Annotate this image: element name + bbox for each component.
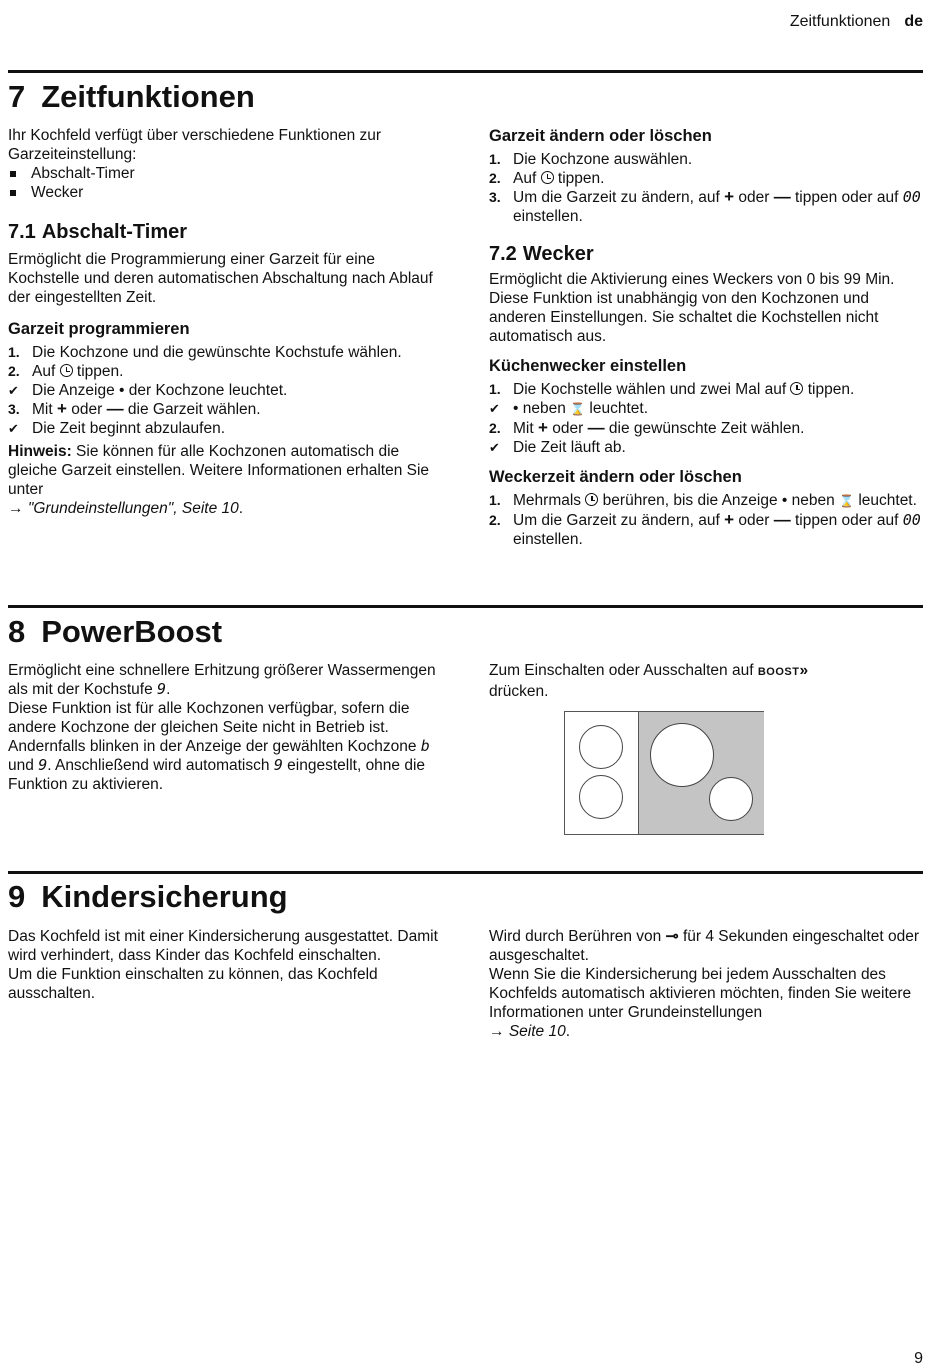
timer-icon xyxy=(60,364,73,377)
k-check-2: ✔ Die Zeit läuft ab. xyxy=(489,439,626,456)
hint-reference-link[interactable]: "Grundeinstellungen", Seite 10 xyxy=(27,500,239,517)
minus-icon: — xyxy=(773,187,791,206)
change-step-1: 1. Die Kochzone auswählen. xyxy=(489,151,693,168)
change-step-3: 3. Um die Garzeit zu ändern, auf + oder — tippen oder auf 00 einstellen. xyxy=(489,187,921,225)
plus-icon: + xyxy=(537,418,548,437)
section-number: 8 xyxy=(8,614,26,649)
header-lang: de xyxy=(904,13,923,30)
hourglass-icon: ⌛ xyxy=(570,402,586,416)
plus-icon: + xyxy=(56,399,67,418)
section-8-right-column xyxy=(489,661,924,701)
timer-icon xyxy=(541,171,554,184)
page-number: 9 xyxy=(914,1350,923,1367)
boost-instruction: Zum Einschalten oder Ausschalten auf BOOST» drücken. xyxy=(489,662,809,700)
arrow-icon: → xyxy=(489,1023,505,1040)
zero-display-icon: 00 xyxy=(902,188,921,206)
plus-icon: + xyxy=(724,187,735,206)
section-7-right-column xyxy=(489,126,924,549)
check-icon: ✔ xyxy=(489,440,500,455)
step-1: 1. Die Kochzone und die gewünschte Kochstufe wählen. xyxy=(8,344,402,361)
section-title: Kindersicherung xyxy=(41,879,288,914)
program-heading: Garzeit programmieren xyxy=(8,320,190,338)
alarm-description: Ermöglicht die Aktivierung eines Weckers von 0 bis 99 Min. Diese Funktion ist unabhängig von den Kochzonen und anderen Einstellungen. Sie schaltet die Kochstellen nicht automatisch aus. xyxy=(489,271,895,345)
list-item: Abschalt-Timer xyxy=(8,164,448,183)
boost-text-2: Diese Funktion ist für alle Kochzonen verfügbar, sofern die andere Kochzone der gleichen Seite nicht in Betrieb ist. xyxy=(8,700,410,736)
b-display-icon: b xyxy=(420,737,430,755)
check-2: ✔ Die Zeit beginnt abzulaufen. xyxy=(8,420,226,437)
k-check-1: ✔ • neben ⌛ leuchtet. xyxy=(489,400,649,417)
subsection-7-1-heading xyxy=(8,220,448,244)
timer-icon xyxy=(585,493,598,506)
lock-text-4: Wenn Sie die Kindersicherung bei jedem Ausschalten des Kochfelds automatisch aktivieren möchten, finden Sie weitere Informationen unter Grundeinstellungen → Seite 10. xyxy=(489,966,912,1040)
section-9-left-column xyxy=(8,927,448,1003)
cooktop-diagram xyxy=(564,711,764,835)
section-8-heading xyxy=(8,614,222,650)
level-nine-icon: 9 xyxy=(273,756,283,774)
kitchen-timer-heading: Küchenwecker einstellen xyxy=(489,357,687,375)
section-rule xyxy=(8,70,923,73)
subsection-title: Abschalt-Timer xyxy=(41,221,188,243)
subsection-number: 7.2 xyxy=(489,243,517,265)
boost-button-icon[interactable]: BOOST xyxy=(757,666,800,678)
alarm-change-heading: Weckerzeit ändern oder löschen xyxy=(489,468,742,486)
function-list xyxy=(8,164,448,202)
section-9-heading xyxy=(8,879,288,915)
lock-text-3: Wird durch Berühren von ⊸ für 4 Sekunden eingeschaltet oder ausgeschaltet. xyxy=(489,928,920,964)
section-number: 9 xyxy=(8,879,26,914)
settings-reference-link[interactable]: Seite 10 xyxy=(508,1023,566,1040)
subsection-number: 7.1 xyxy=(8,221,36,243)
zero-display-icon: 00 xyxy=(902,511,921,529)
check-icon: ✔ xyxy=(489,401,500,416)
boost-text-3: Andernfalls blinken in der Anzeige der gewählten Kochzone b und 9. Anschließend wird automatisch 9 eingestellt, ohne die Funktion zu aktivieren. xyxy=(8,737,430,793)
subsection-7-2-heading xyxy=(489,242,924,266)
section-rule xyxy=(8,871,923,874)
arrow-icon: → xyxy=(8,500,24,517)
timer-icon xyxy=(790,382,803,395)
key-icon: ⊸ xyxy=(665,928,679,945)
hourglass-icon: ⌛ xyxy=(839,494,855,508)
check-icon: ✔ xyxy=(8,383,19,398)
level-nine-icon: 9 xyxy=(38,756,48,774)
step-2: 2. Auf tippen. xyxy=(8,363,124,380)
w-step-1: 1. Mehrmals berühren, bis die Anzeige • neben ⌛ leuchtet. xyxy=(489,492,917,509)
section-title: Zeitfunktionen xyxy=(41,79,255,114)
burner-right-small xyxy=(709,777,753,821)
burner-right-large xyxy=(650,723,714,787)
change-heading: Garzeit ändern oder löschen xyxy=(489,127,712,145)
minus-icon: — xyxy=(106,399,124,418)
section-9-right-column xyxy=(489,927,924,1041)
change-step-2: 2. Auf tippen. xyxy=(489,170,605,187)
running-header xyxy=(790,12,923,31)
k-step-2: 2. Mit + oder — die gewünschte Zeit wählen. xyxy=(489,418,805,437)
plus-icon: + xyxy=(724,510,735,529)
step-3: 3. Mit + oder — die Garzeit wählen. xyxy=(8,399,261,418)
check-1: ✔ Die Anzeige • der Kochzone leuchtet. xyxy=(8,382,288,399)
minus-icon: — xyxy=(587,418,605,437)
boost-text-1: Ermöglicht eine schnellere Erhitzung größerer Wassermengen als mit der Kochstufe 9. xyxy=(8,662,436,698)
level-nine-icon: 9 xyxy=(157,680,167,698)
list-item: Wecker xyxy=(8,183,448,202)
timer-description: Ermöglicht die Programmierung einer Garzeit für eine Kochstelle und deren automatischen Abschaltung nach Ablauf der eingestellten Zeit. xyxy=(8,251,433,306)
section-rule xyxy=(8,605,923,608)
lock-text-1: Das Kochfeld ist mit einer Kindersicherung ausgestattet. Damit wird verhindert, dass Kinder das Kochfeld einschalten. xyxy=(8,928,438,964)
header-section: Zeitfunktionen xyxy=(789,13,891,30)
section-number: 7 xyxy=(8,79,26,114)
lock-text-2: Um die Funktion einschalten zu können, das Kochfeld ausschalten. xyxy=(8,966,378,1002)
minus-icon: — xyxy=(773,510,791,529)
intro-text: Ihr Kochfeld verfügt über verschiedene Funktionen zur Garzeiteinstellung: xyxy=(8,127,382,163)
w-step-2: 2. Um die Garzeit zu ändern, auf + oder — tippen oder auf 00 einstellen. xyxy=(489,510,921,548)
section-7-left-column xyxy=(8,126,448,518)
k-step-1: 1. Die Kochstelle wählen und zwei Mal auf tippen. xyxy=(489,381,855,398)
double-chevron-icon: » xyxy=(799,662,809,679)
subsection-title: Wecker xyxy=(522,243,594,265)
burner-left-top xyxy=(579,725,623,769)
section-title: PowerBoost xyxy=(41,614,223,649)
burner-left-bottom xyxy=(579,775,623,819)
boost-zone-panel xyxy=(638,712,764,834)
check-icon: ✔ xyxy=(8,421,19,436)
section-7-heading xyxy=(8,79,255,115)
hint-text: Hinweis: Sie können für alle Kochzonen automatisch die gleiche Garzeit einstellen. Weitere Informationen erhalten Sie unter → "Grundeinstellungen", Seite 10. xyxy=(8,443,430,517)
section-8-left-column xyxy=(8,661,448,794)
